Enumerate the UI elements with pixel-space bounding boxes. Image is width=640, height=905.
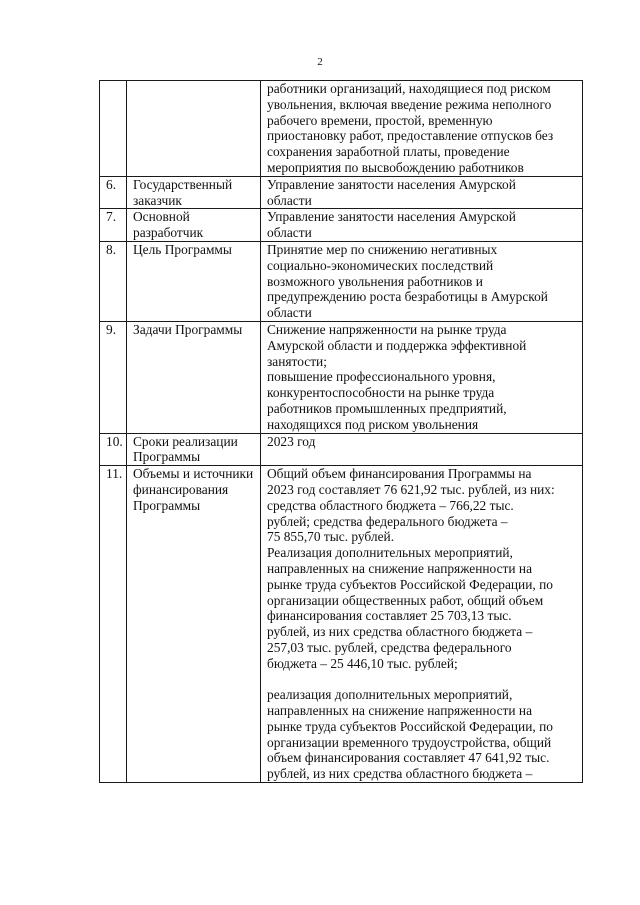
row-content [261,81,583,177]
row-parameter-name: Сроки реализации Программы [127,433,261,466]
table-row [100,241,583,321]
content-line: повышение профессионального уровня, [267,369,496,385]
row-number: 7. [100,209,127,242]
row-parameter-name: Государственный заказчик [127,176,261,209]
content-line: Принятие мер по снижению негативных [267,241,498,257]
content-line: рублей; средства федерального бюджета – [267,513,508,529]
table-row [100,466,583,783]
content-line: реализация дополнительных мероприятий, [267,687,513,703]
row-number: 10. [100,433,127,466]
content-line: мероприятия по высвобождению работников [267,159,524,175]
content-line: работников промышленных предприятий, [267,400,507,416]
content-line: организации временного трудоустройства, общий [267,734,552,750]
row-content [261,241,583,321]
content-line: возможного увольнения работников и [267,273,483,289]
row-parameter-name [127,81,261,177]
content-line: направленных на снижение напряженности на [267,703,533,719]
row-parameter-name: Цель Программы [127,241,261,321]
table-row [100,433,583,466]
content-line: находящихся под риском увольнения [267,416,479,432]
content-line: рублей, из них средства областного бюджета – [267,766,533,782]
content-line: конкурентоспособности на рынке труда [267,385,495,401]
content-line: 2023 год составляет 76 621,92 тыс. рублей, из них: [267,481,555,497]
row-content [261,176,583,209]
content-line: области [267,225,312,241]
content-line: средства областного бюджета – 766,22 тыс. [267,497,514,513]
content-line: социально-экономических последствий [267,257,494,273]
page-number: 2 [317,56,323,68]
row-content [261,321,583,433]
table-row [100,209,583,242]
row-number: 6. [100,176,127,209]
blank-line [267,671,578,687]
row-number: 8. [100,241,127,321]
content-line: финансирования составляет 25 703,13 тыс. [267,608,512,624]
table-body [100,81,583,783]
content-line: рублей, из них средства областного бюджета – [267,624,533,640]
content-line: направленных на снижение напряженности на [267,560,533,576]
table-row [100,176,583,209]
content-line: Управление занятости населения Амурской [267,209,516,225]
content-line: рынке труда субъектов Российской Федерации, по [267,718,553,734]
row-parameter-name: Объемы и источники финансирования Программы [127,466,261,783]
content-line: сохранения заработной платы, проведение [267,144,510,160]
row-number: 9. [100,321,127,433]
content-line: области [267,305,312,321]
row-number [100,81,127,177]
content-line: занятости; [267,353,327,369]
content-line: увольнения, включая введение режима неполного [267,96,552,112]
content-line: приостановку работ, предоставление отпусков без [267,128,554,144]
content-line: Снижение напряженности на рынке труда [267,321,507,337]
table-row [100,321,583,433]
row-content [261,433,583,466]
program-passport-table [99,80,583,783]
row-parameter-name: Задачи Программы [127,321,261,433]
row-content [261,466,583,783]
row-number: 11. [100,466,127,783]
content-line: Управление занятости населения Амурской [267,176,516,192]
content-line: организации общественных работ, общий объем [267,592,544,608]
content-line: 75 855,70 тыс. рублей. [267,529,395,545]
table-row [100,81,583,177]
content-line: работники организаций, находящиеся под риском [267,81,551,96]
content-line: объем финансирования составляет 47 641,92 тыс. [267,750,550,766]
content-line: рынке труда субъектов Российской Федерации, по [267,576,553,592]
content-line: Реализация дополнительных мероприятий, [267,545,513,561]
content-line: предупреждению роста безработицы в Амурской [267,289,548,305]
content-line: рабочего времени, простой, временную [267,112,493,128]
content-line: Общий объем финансирования Программы на [267,466,532,482]
row-parameter-name: Основной разработчик [127,209,261,242]
content-line: области [267,192,312,208]
row-content [261,209,583,242]
content-line: 257,03 тыс. рублей, средства федерального [267,639,512,655]
content-line: 2023 год [267,433,316,449]
content-line: бюджета – 25 446,10 тыс. рублей; [267,655,458,671]
content-line: Амурской области и поддержка эффективной [267,337,527,353]
